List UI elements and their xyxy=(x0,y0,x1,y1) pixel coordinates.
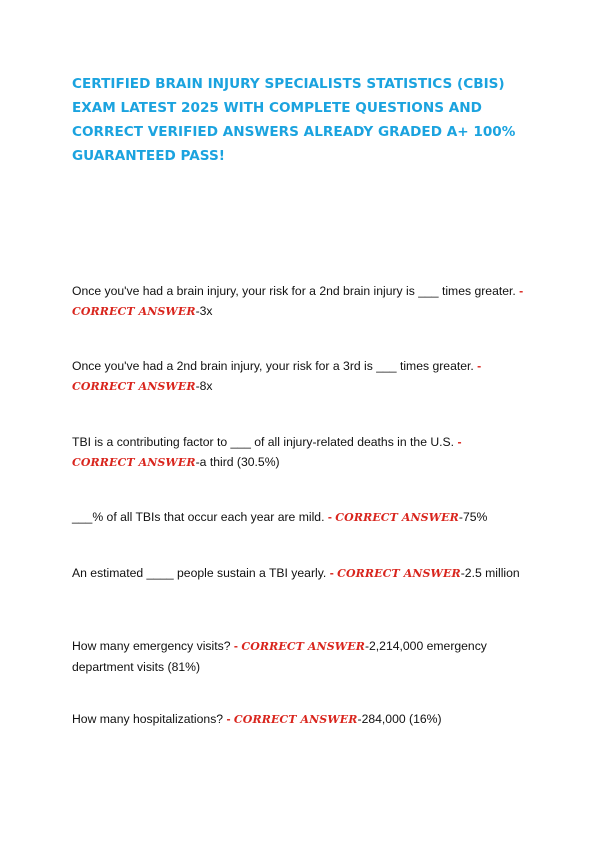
answer-dash: - xyxy=(195,455,200,469)
question-text: Once you've had a brain injury, your risk for a 2nd brain injury is ___ times greater. xyxy=(72,284,516,298)
question-text: ___% of all TBIs that occur each year are mild. xyxy=(72,510,325,524)
answer-dash: - xyxy=(364,639,369,653)
answer-dash: - xyxy=(195,304,200,318)
qa-item xyxy=(72,356,524,397)
question-text: How many emergency visits? xyxy=(72,639,231,653)
correct-answer-label: CORRECT ANSWER xyxy=(335,511,459,524)
correct-answer-label: CORRECT ANSWER xyxy=(72,456,196,469)
qa-item xyxy=(72,563,524,584)
answer-dash: - xyxy=(357,712,362,726)
answer-separator: - xyxy=(233,639,238,653)
answer-separator: - xyxy=(329,566,334,580)
question-text: Once you've had a 2nd brain injury, your risk for a 3rd is ___ times greater. xyxy=(72,359,474,373)
question-text: An estimated ____ people sustain a TBI yearly. xyxy=(72,566,327,580)
answer-text: 2.5 million xyxy=(464,566,520,580)
answer-separator: - xyxy=(477,359,482,373)
answer-separator: - xyxy=(327,510,332,524)
answer-text: a third (30.5%) xyxy=(199,455,280,469)
answer-text: 75% xyxy=(462,510,488,524)
correct-answer-label: CORRECT ANSWER xyxy=(72,305,196,318)
answer-text: 8x xyxy=(199,379,213,393)
page-title: CERTIFIED BRAIN INJURY SPECIALISTS STATISTICS (CBIS) EXAM LATEST 2025 WITH COMPLETE QUESTIONS AND CORRECT VERIFIED ANSWERS ALREADY GRADED A+ 100% GUARANTEED PASS! xyxy=(72,76,516,164)
answer-separator: - xyxy=(519,284,524,298)
answer-separator: - xyxy=(226,712,231,726)
qa-item xyxy=(72,507,524,528)
answer-text: 2,214,000 emergency department visits (81%) xyxy=(72,639,487,674)
answer-text: 3x xyxy=(199,304,213,318)
question-text: TBI is a contributing factor to ___ of all injury-related deaths in the U.S. xyxy=(72,435,455,449)
qa-item xyxy=(72,709,524,730)
answer-dash: - xyxy=(195,379,200,393)
correct-answer-label: CORRECT ANSWER xyxy=(233,713,358,726)
correct-answer-label: CORRECT ANSWER xyxy=(241,640,365,653)
correct-answer-label: CORRECT ANSWER xyxy=(337,567,461,580)
qa-item xyxy=(72,636,524,677)
qa-item xyxy=(72,432,524,473)
answer-separator: - xyxy=(457,435,462,449)
question-text: How many hospitalizations? xyxy=(72,712,224,726)
answer-dash: - xyxy=(460,566,465,580)
qa-item xyxy=(72,281,524,322)
answer-text: 284,000 (16%) xyxy=(361,712,442,726)
answer-dash: - xyxy=(458,510,463,524)
correct-answer-label: CORRECT ANSWER xyxy=(72,380,196,393)
